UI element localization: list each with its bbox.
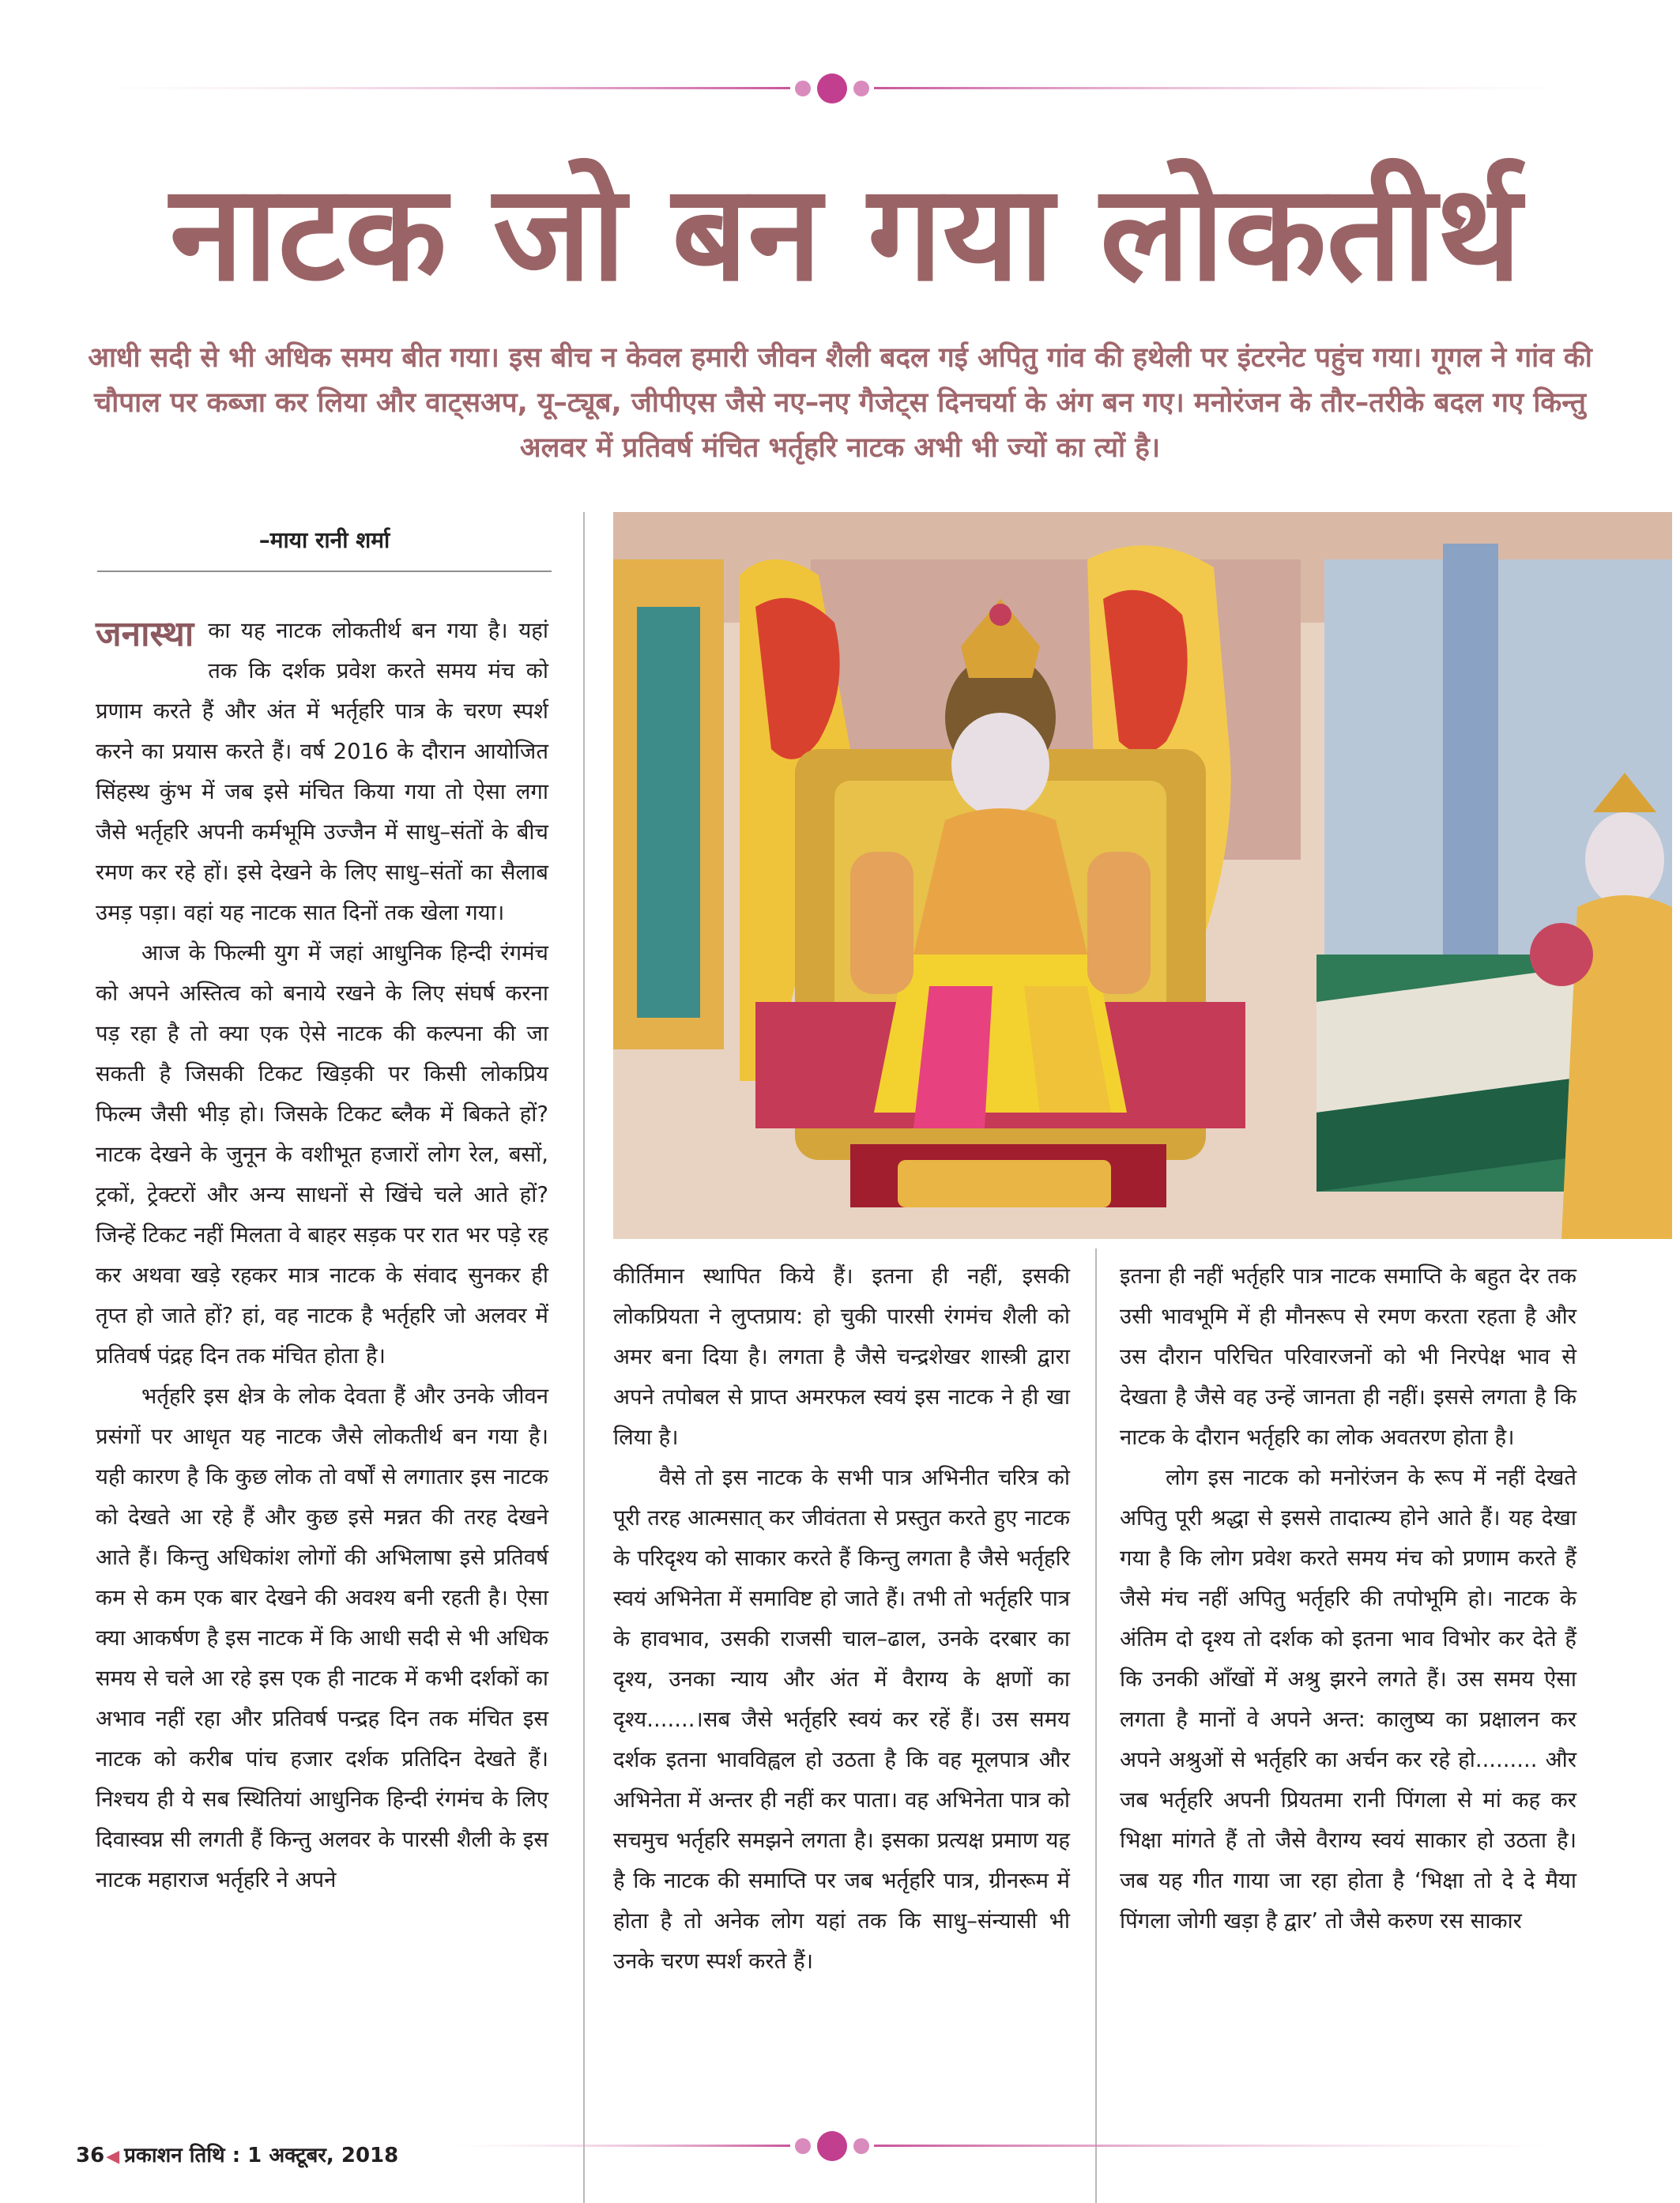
article-title: नाटक जो बन गया लोकतीर्थ [169, 156, 1522, 311]
lead-word: जनास्था [96, 614, 194, 654]
byline-rule [97, 571, 552, 572]
theatre-stage-photo [613, 512, 1672, 1239]
author-byline: –माया रानी शर्मा [258, 527, 390, 553]
col2-paragraph-1: कीर्तिमान स्थापित किये हैं। इतना ही नहीं, इसकी लोकप्रियता ने लुप्तप्राय: हो चुकी पारसी रंगमंच शैली को अमर बना दिया है। लगता है जैसे चन्द्रशेखर शास्त्री द्वारा अपने तपोबल से प्राप्त अमरफल स्वयं इस नाटक ने ही खा लिया है। [613, 1263, 1070, 1450]
publication-date: प्रकाशन तिथि : 1 अक्टूबर, 2018 [124, 2144, 399, 2167]
col1-paragraph-3: भर्तृहरि इस क्षेत्र के लोक देवता हैं और उनके जीवन प्रसंगों पर आधृत यह नाटक जैसे लोकतीर्थ बन गया है। यही कारण है कि कुछ लोक तो वर्षों से लगातार इस नाटक को देखते आ रहे हैं और कुछ इसे मन्नत की तरह देखने आते हैं। किन्तु अधिकांश लोगों की अभिलाषा इसे प्रतिवर्ष कम से कम एक बार देखने की अवश्य बनी रहती है। ऐसा क्या आकर्षण है इस नाटक में कि आधी सदी से भी अधिक समय से चले आ रहे इस एक ही नाटक में कभी दर्शकों का अभाव नहीं रहा और प्रतिवर्ष पन्द्रह दिन तक मंचित इस नाटक को करीब पांच हजार दर्शक प्रतिदिन देखते हैं। निश्चय ही ये सब स्थितियां आधुनिक हिन्दी रंगमंच के लिए दिवास्वप्न सी लगती हैं किन्तु अलवर के पारसी शैली के इस नाटक महाराज भर्तृहरि ने अपने [96, 1384, 548, 1892]
column-divider-2 [1095, 1248, 1097, 2203]
article-column-1 [96, 611, 548, 1900]
article-deck: आधी सदी से भी अधिक समय बीत गया। इस बीच न केवल हमारी जीवन शैली बदल गई अपितु गांव की हथेली पर इंटरनेट पहुंच गया। गूगल ने गांव की चौपाल पर कब्जा कर लिया और वाट्सअप, यू–ट्यूब, जीपीएस जैसे नए–नए गैजेट्स दिनचर्या के अंग बन गए। मनोरंजन के तौर–तरीके बदल गए किन्तु अलवर में प्रतिवर्ष मंचित भर्तृहरि नाटक अभी भी ज्यों का त्यों है। [88, 342, 1592, 464]
stage-scene-icon [613, 512, 1672, 1239]
col2-paragraph-2: वैसे तो इस नाटक के सभी पात्र अभिनीत चरित्र को पूरी तरह आत्मसात् कर जीवंतता से प्रस्तुत करते हुए नाटक के परिदृश्य को साकार करते हैं किन्तु लगता है जैसे भर्तृहरि स्वयं अभिनेता में समाविष्ट हो जाते हैं। तभी तो भर्तृहरि पात्र के हावभाव, उसकी राजसी चाल–ढाल, उनके दरबार का दृश्य, उनका न्याय और अंत में वैराग्य के क्षणों का दृश्य.......।सब जैसे भर्तृहरि स्वयं कर रहें हैं। उस समय दर्शक इतना भावविह्वल हो उठता है कि वह मूलपात्र और अभिनेता में अन्तर ही नहीं कर पाता। वह अभिनेता पात्र को सचमुच भर्तृहरि समझने लगता है। इसका प्रत्यक्ष प्रमाण यह है कि नाटक की समाप्ति पर जब भर्तृहरि पात्र, ग्रीनरूम में होता है तो अनेक लोग यहां तक कि साधु–संन्यासी भी उनके चरण स्पर्श करते हैं। [613, 1465, 1070, 1974]
col1-paragraph-1 [96, 611, 548, 933]
top-ornament-divider [0, 73, 1680, 104]
column-divider-1 [583, 512, 585, 2203]
page-footer [76, 2140, 398, 2168]
col1-paragraph-2: आज के फिल्मी युग में जहां आधुनिक हिन्दी रंगमंच को अपने अस्तित्व को बनाये रखने के लिए संघर्ष करना पड़ रहा है तो क्या एक ऐसे नाटक की कल्पना की जा सकती है जिसकी टिकट खिड़की पर किसी लोकप्रिय फिल्म जैसी भीड़ हो। जिसके टिकट ब्लैक में बिकते हों? नाटक देखने के जुनून के वशीभूत हजारों लोग रेल, बसों, ट्रकों, ट्रेक्टरों और अन्य साधनों से खिंचे चले आते हों? जिन्हें टिकट नहीं मिलता वे बाहर सड़क पर रात भर पड़े रह कर अथवा खड़े रहकर मात्र नाटक के संवाद सुनकर ही तृप्त हो जाते हों? हां, वह नाटक है भर्तृहरि जो अलवर में प्रतिवर्ष पंद्रह दिन तक मंचित होता है। [96, 940, 548, 1369]
article-column-2 [613, 1256, 1070, 1982]
col1-paragraph-1-text: का यह नाटक लोकतीर्थ बन गया है। यहां तक कि दर्शक प्रवेश करते समय मंच को प्रणाम करते हैं और अंत में भर्तृहरि पात्र के चरण स्पर्श करने का प्रयास करते हैं। वर्ष 2016 के दौरान आयोजित सिंहस्थ कुंभ में जब इसे मंचित किया गया तो ऐसा लगा जैसे भर्तृहरि अपनी कर्मभूमि उज्जैन में साधु–संतों के बीच रमण कर रहे हों। इसे देखने के लिए साधु–संतों का सैलाब उमड़ पड़ा। वहां यह नाटक सात दिनों तक खेला गया। [96, 618, 548, 925]
arrow-icon: ◀ [106, 2147, 120, 2167]
article-column-3 [1120, 1256, 1576, 1941]
col3-paragraph-2: लोग इस नाटक को मनोरंजन के रूप में नहीं देखते अपितु पूरी श्रद्धा से इससे तादात्म्य होने आते हैं। यह देखा गया है कि लोग प्रवेश करते समय मंच को प्रणाम करते हैं जैसे मंच नहीं अपितु भर्तृहरि की तपोभूमि हो। नाटक के अंतिम दो दृश्य तो दर्शक को इतना भाव विभोर कर देते हैं कि उनकी आँखों में अश्रु झरने लगते हैं। उस समय ऐसा लगता है मानों वे अपने अन्त: कालुष्य का प्रक्षालन कर अपने अश्रुओं से भर्तृहरि का अर्चन कर रहे हो......... और जब भर्तृहरि अपनी प्रियतमा रानी पिंगला से मां कह कर भिक्षा मांगते हैं तो जैसे वैराग्य स्वयं साकार हो उठता है। जब यह गीत गाया जा रहा होता है ‘भिक्षा तो दे दे मैया पिंगला जोगी खड़ा है द्वार’ तो जैसे करुण रस साकार [1120, 1465, 1576, 1934]
col3-paragraph-1: इतना ही नहीं भर्तृहरि पात्र नाटक समाप्ति के बहुत देर तक उसी भावभूमि में ही मौनरूप से रमण करता रहता है और उस दौरान परिचित परिवारजनों को भी निरपेक्ष भाव से देखता है जैसे वह उन्हें जानता ही नहीं। इससे लगता है कि नाटक के दौरान भर्तृहरि का लोक अवतरण होता है। [1120, 1263, 1576, 1450]
page-number: 36 [76, 2144, 105, 2167]
